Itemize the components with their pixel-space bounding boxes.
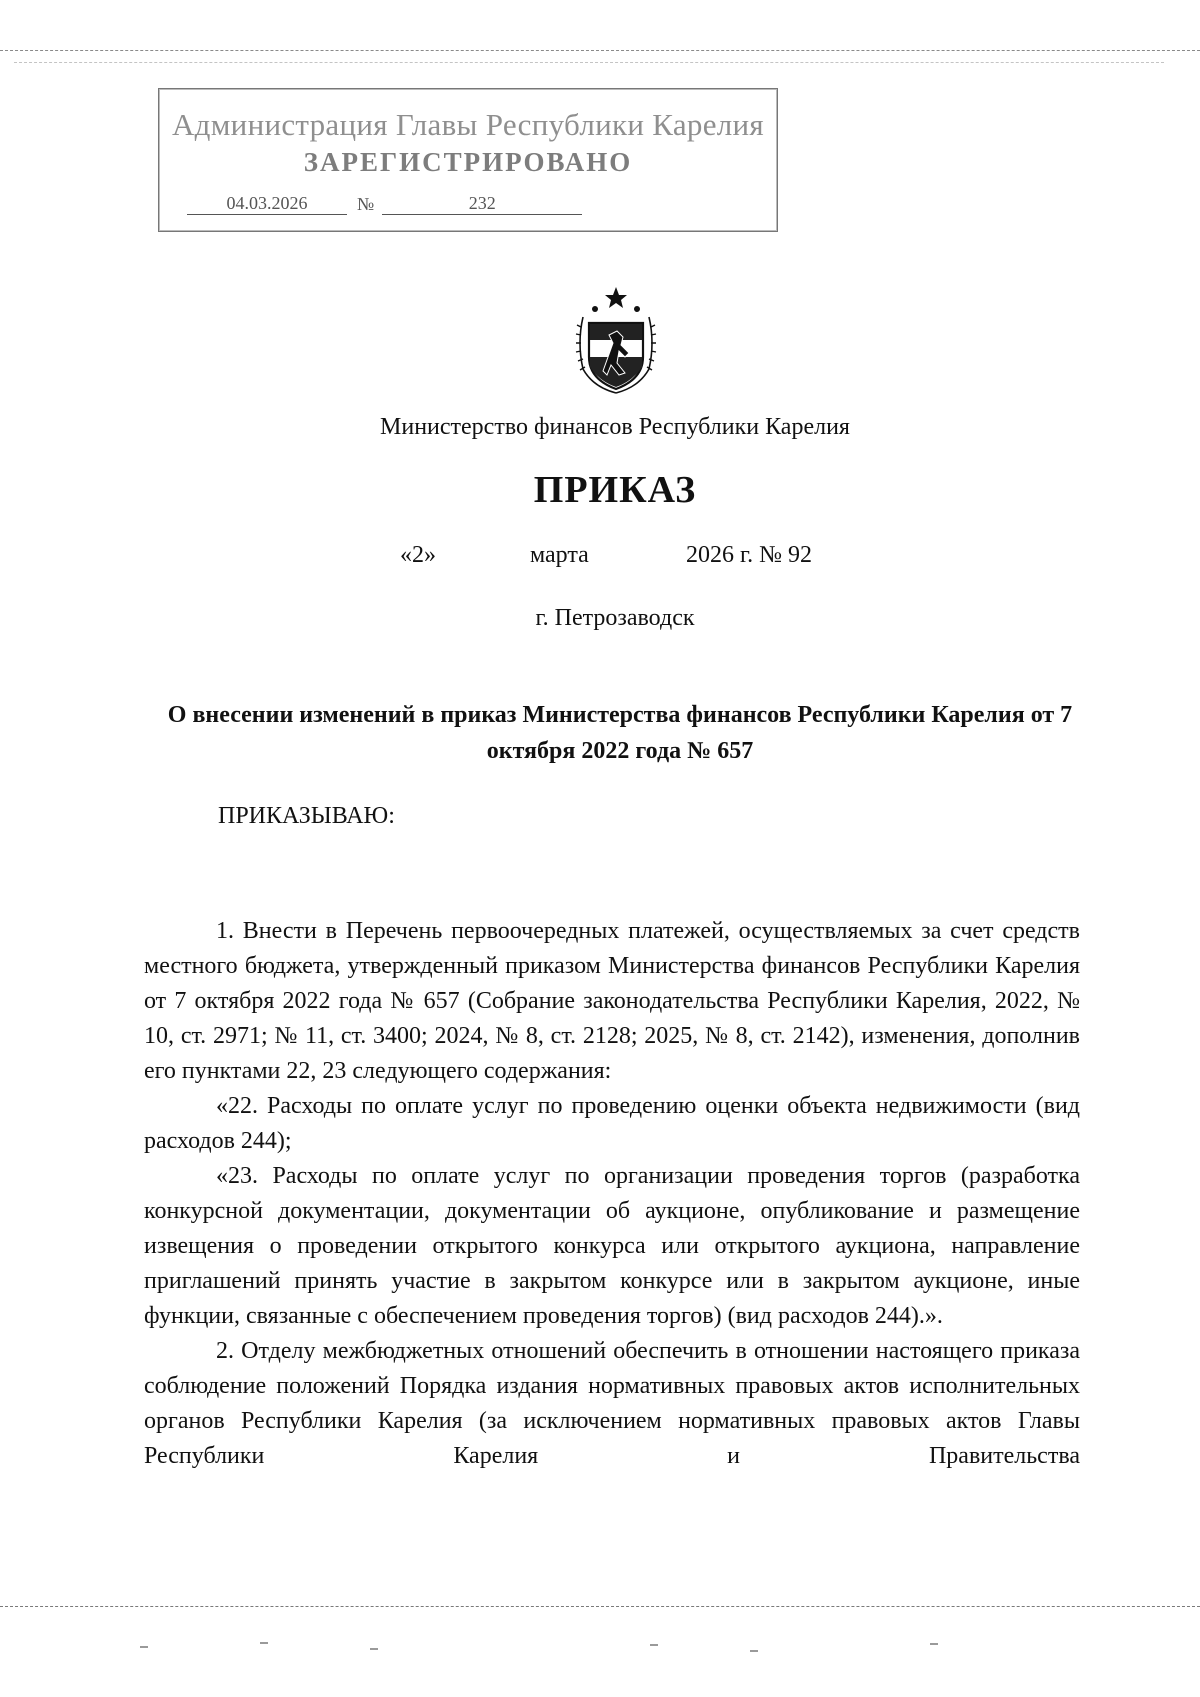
paragraph-1: 1. Внести в Перечень первоочередных платежей, осуществляемых за счет средств местного бюджета, утвержденный приказом Министерства финансов Республики Карелия от 7 октября 2022 года № 657 (Собрание законодательства Республики Карелия, 2022, № 10, ст. 2971; № 11, ст. 3400; 2024, № 8, ст. 2128; 2025, № 8, ст. 2142), изменения, дополнив его пунктами 22, 23 следующего содержания: — [144, 918, 1080, 1084]
karelia-coat-of-arms-icon — [573, 283, 659, 395]
document-type-title: ПРИКАЗ — [533, 469, 697, 511]
city: г. Петрозаводск — [535, 605, 695, 631]
scan-edge-top-faint — [14, 62, 1164, 63]
stamp-registration-row — [187, 193, 582, 215]
stamp-number: 232 — [382, 193, 582, 215]
paragraph-23: «23. Расходы по оплате услуг по организации проведения торгов (разработка конкурсной документации, документации об аукционе, опубликование и размещение извещения о проведении открытого конкурса или открытого аукциона, направление приглашений принять участие в закрытом конкурсе или в закрытом аукционе, иные функции, связанные с обеспечением проведения торгов) (вид расходов 244).». — [144, 1163, 1080, 1329]
order-directive: ПРИКАЗЫВАЮ: — [218, 803, 395, 829]
order-subject: О внесении изменений в приказ Министерства финансов Республики Карелия от 7 октября 2022 года № 657 — [167, 702, 1073, 764]
scan-edge-bottom — [0, 1606, 1200, 1607]
paragraph-22: «22. Расходы по оплате услуг по проведению оценки объекта недвижимости (вид расходов 244); — [144, 1093, 1080, 1154]
order-year-number: 2026 г. № 92 — [686, 542, 813, 568]
order-month: марта — [530, 542, 589, 568]
registration-stamp — [158, 88, 778, 232]
order-body — [144, 914, 1080, 1474]
scan-specks — [130, 1640, 1090, 1670]
stamp-status: ЗАРЕГИСТРИРОВАНО — [303, 147, 633, 177]
stamp-organization: Администрация Главы Республики Карелия — [172, 107, 764, 142]
ministry-name: Министерство финансов Республики Карелия — [380, 414, 850, 440]
order-day: «2» — [400, 542, 436, 568]
stamp-date: 04.03.2026 — [187, 193, 347, 215]
scan-edge-top — [0, 50, 1200, 51]
stamp-number-label: № — [357, 194, 375, 214]
paragraph-2: 2. Отделу межбюджетных отношений обеспечить в отношении настоящего приказа соблюдение положений Порядка издания нормативных правовых актов исполнительных органов Республики Карелия (за исключением нормативных правовых актов Главы Республики Карелия и Правительства — [144, 1338, 1080, 1469]
